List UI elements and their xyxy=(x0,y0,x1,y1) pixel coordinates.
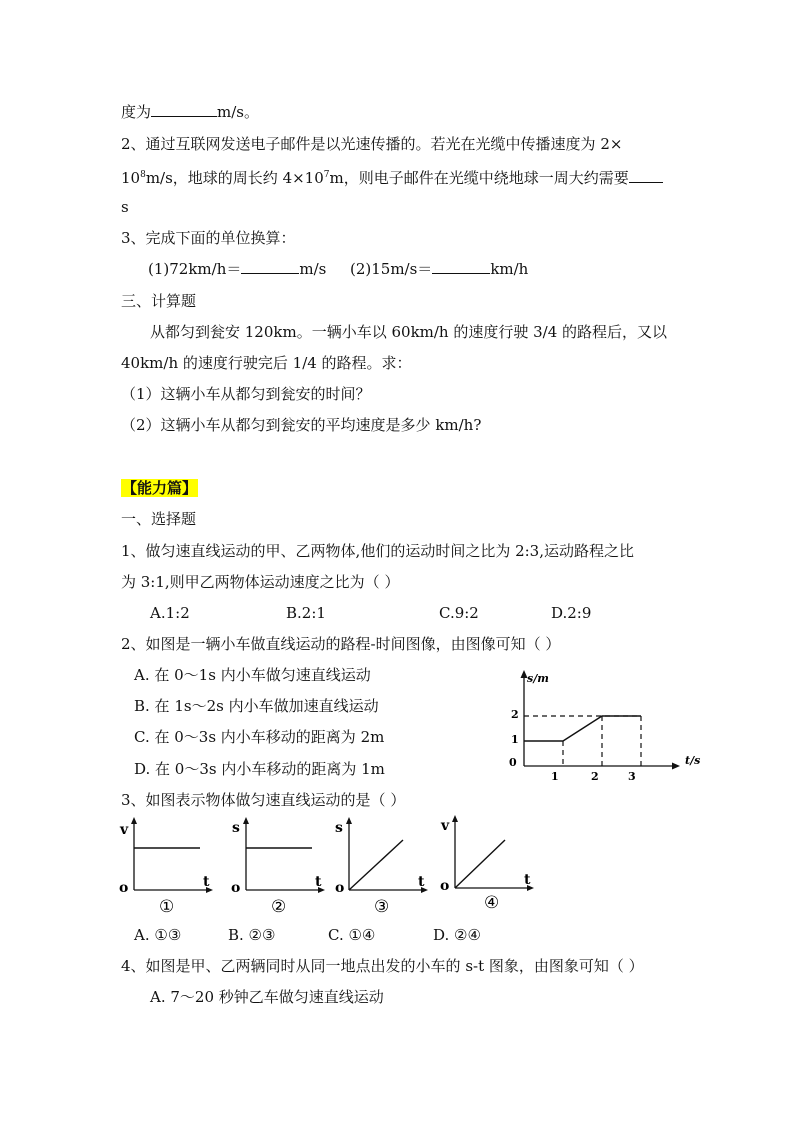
q-prev-tail: 度为 m/s。 xyxy=(121,103,259,121)
a-q3-option-b: B. ②③ xyxy=(228,926,276,944)
a-q1-line2: 为 3:1,则甲乙两物体运动速度之比为（ ） xyxy=(121,573,400,591)
graph-number: ② xyxy=(271,897,287,914)
y-axis-arrow xyxy=(131,817,137,824)
answer-blank xyxy=(432,259,490,274)
graph-2 xyxy=(228,814,328,918)
a-q4-option-a: A. 7～20 秒钟乙车做匀速直线运动 xyxy=(150,988,384,1006)
y-axis-label: v xyxy=(120,822,129,838)
a-q1-option-c: C.9:2 xyxy=(439,604,479,622)
origin-label: 0 xyxy=(509,756,517,769)
y-axis-arrow xyxy=(452,815,458,822)
proportional-line xyxy=(349,840,403,890)
a-q3-option-d: D. ②④ xyxy=(433,926,481,944)
y-axis-label: s xyxy=(335,820,343,836)
calc-line1: 从都匀到瓮安 120km。一辆小车以 60km/h 的速度行驶 3/4 的路程后，又以 xyxy=(150,323,668,341)
x-tick-label: 3 xyxy=(628,770,636,783)
x-axis-arrow xyxy=(672,763,680,770)
x-tick-label: 2 xyxy=(591,770,599,783)
graph-4 xyxy=(437,812,537,916)
a-q1-option-d: D.2:9 xyxy=(551,604,592,622)
graph-number: ① xyxy=(159,897,175,914)
q2-line2: $10^8m/s$，地球的周长约 $4\times 10^7m$，则电子邮件在光缆中绕地球一周大约需要 xyxy=(121,165,663,188)
choice-heading: 一、选择题 xyxy=(121,510,197,528)
ability-title: 【能力篇】 xyxy=(122,479,198,497)
y-tick-label: 1 xyxy=(511,733,519,746)
calc-heading: 三、计算题 xyxy=(121,292,197,310)
y-axis-arrow xyxy=(243,817,249,824)
q2-line3: s xyxy=(121,198,129,216)
st-graph-svg xyxy=(496,668,706,783)
a-q2-option-c: C. 在 0～3s 内小车移动的距离为 2m xyxy=(134,728,385,746)
proportional-line xyxy=(455,840,505,888)
q3-conv-2: (2)15m/s＝ km/h xyxy=(350,260,529,278)
y-axis-label: v xyxy=(441,818,450,834)
graph-number: ④ xyxy=(484,893,500,912)
a-q2-stem: 2、如图是一辆小车做直线运动的路程-时间图像，由图像可知（ ） xyxy=(121,635,561,653)
x-tick-label: 1 xyxy=(551,770,559,783)
a-q1-option-a: A.1:2 xyxy=(150,604,190,622)
x-axis-label: t xyxy=(418,874,425,890)
data-line xyxy=(524,716,641,741)
calc-question-2: （2）这辆小车从都匀到瓮安的平均速度是多少 km/h? xyxy=(121,416,482,434)
origin-label: o xyxy=(231,880,241,896)
calc-line2: 40km/h 的速度行驶完后 1/4 的路程。求： xyxy=(121,354,412,372)
a-q2-option-d: D. 在 0～3s 内小车移动的距离为 1m xyxy=(134,760,385,778)
y-axis-label: s xyxy=(232,820,240,836)
answer-blank xyxy=(629,168,663,183)
graph-1 xyxy=(116,814,216,918)
y-axis-label: s/m xyxy=(527,672,549,685)
y-tick-label: 2 xyxy=(511,708,519,721)
origin-label: o xyxy=(335,880,345,896)
y-axis-arrow xyxy=(346,817,352,824)
q2-line1: 2、通过互联网发送电子邮件是以光速传播的。若光在光缆中传播速度为 2× xyxy=(121,135,623,153)
x-axis-label: t/s xyxy=(685,754,701,767)
q3-conv-1: (1)72km/h＝ m/s xyxy=(148,260,327,278)
a-q3-option-a: A. ①③ xyxy=(134,926,182,944)
st-graph xyxy=(496,668,706,787)
graph-number: ③ xyxy=(374,897,390,914)
a-q2-option-a: A. 在 0～1s 内小车做匀速直线运动 xyxy=(134,666,371,684)
a-q1-line1: 1、做匀速直线运动的甲、乙两物体,他们的运动时间之比为 2:3,运动路程之比 xyxy=(121,542,634,560)
origin-label: o xyxy=(119,880,129,896)
answer-blank xyxy=(151,102,217,117)
origin-label: o xyxy=(440,878,450,894)
a-q3-option-c: C. ①④ xyxy=(328,926,376,944)
a-q2-option-b: B. 在 1s～2s 内小车做加速直线运动 xyxy=(134,697,379,715)
x-axis-label: t xyxy=(315,874,322,890)
a-q4-stem: 4、如图是甲、乙两辆同时从同一地点出发的小车的 s-t 图象，由图象可知（ ） xyxy=(121,957,644,975)
a-q3-stem: 3、如图表示物体做匀速直线运动的是（ ） xyxy=(121,791,406,809)
graph-3 xyxy=(331,814,431,918)
x-axis-label: t xyxy=(524,872,531,888)
answer-blank xyxy=(241,259,299,274)
x-axis-label: t xyxy=(203,874,210,890)
calc-question-1: （1）这辆小车从都匀到瓮安的时间？ xyxy=(121,385,371,403)
a-q1-option-b: B.2:1 xyxy=(286,604,326,622)
q3-stem: 3、完成下面的单位换算： xyxy=(121,229,296,247)
